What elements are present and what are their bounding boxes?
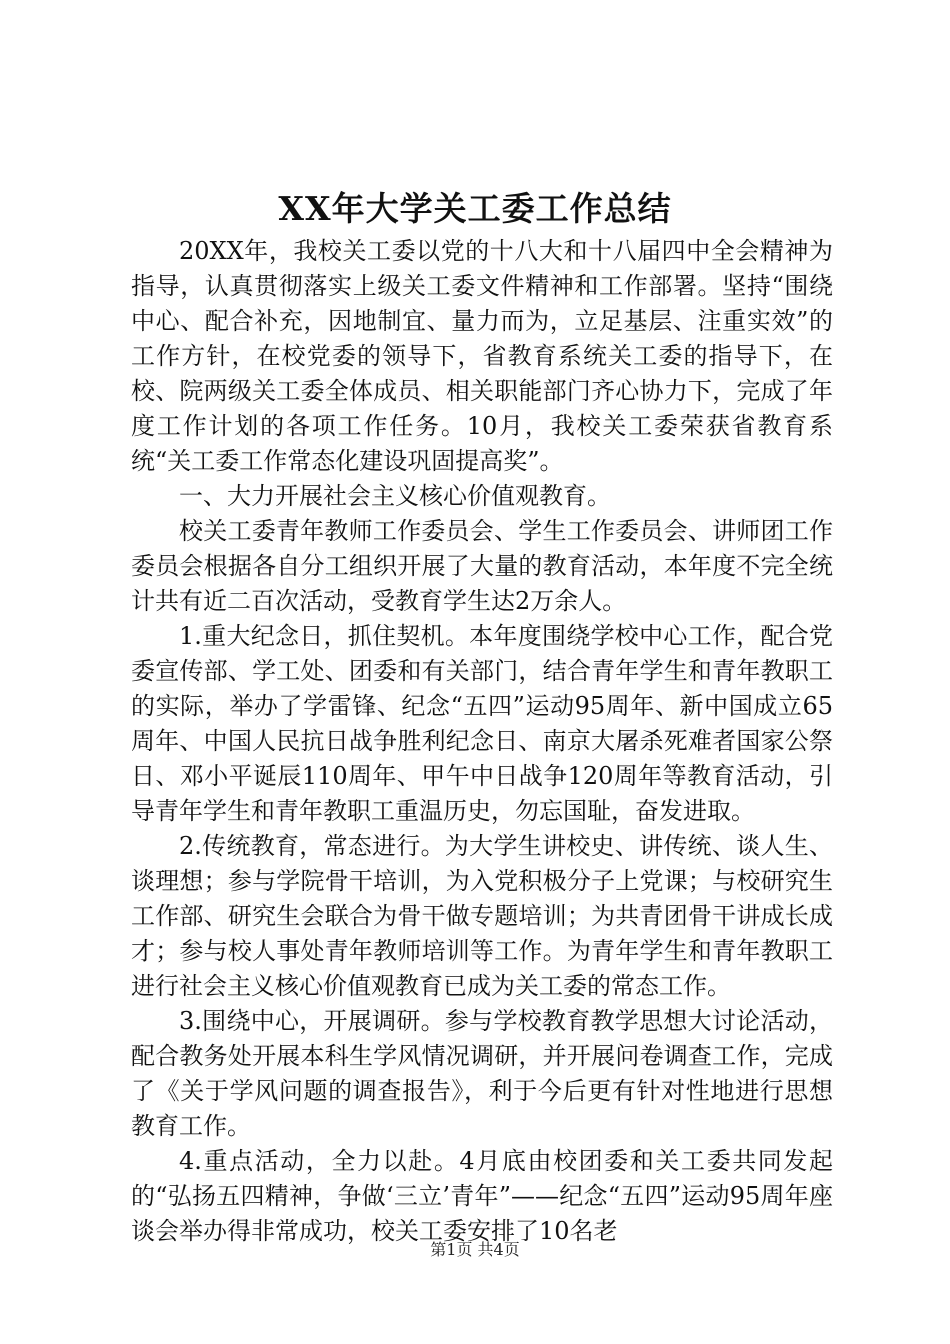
section-heading-1: 一、大力开展社会主义核心价值观教育。: [179, 482, 611, 510]
paragraph-item-3: 3.围绕中心，开展调研。参与学校教育教学思想大讨论活动，配合教务处开展本科生学风情况调研，并开展问卷调查工作，完成了《关于学风问题的调查报告》，利于今后更有针对性地进行思想教育工作。: [131, 1007, 833, 1140]
paragraph-overview: 校关工委青年教师工作委员会、学生工作委员会、讲师团工作委员会根据各自分工组织开展了大量的教育活动，本年度不完全统计共有近二百次活动，受教育学生达2万余人。: [131, 517, 833, 615]
page-footer: 第1页 共4页: [430, 1240, 520, 1259]
paragraph-intro: 20XX年，我校关工委以党的十八大和十八届四中全会精神为指导，认真贯彻落实上级关工委文件精神和工作部署。坚持“围绕中心、配合补充，因地制宜、量力而为，立足基层、注重实效”的工作方针，在校党委的领导下，省教育系统关工委的指导下，在校、院两级关工委全体成员、相关职能部门齐心协力下，完成了年度工作计划的各项工作任务。10月，我校关工委荣获省教育系统“关工委工作常态化建设巩固提高奖”。: [131, 237, 833, 475]
document-title: XX年大学关工委工作总结: [278, 189, 672, 228]
paragraph-item-4: 4.重点活动，全力以赴。4月底由校团委和关工委共同发起的“弘扬五四精神，争做‘三立’青年”——纪念“五四”运动95周年座谈会举办得非常成功，校关工委安排了10名老: [131, 1147, 833, 1245]
paragraph-item-1: 1.重大纪念日，抓住契机。本年度围绕学校中心工作，配合党委宣传部、学工处、团委和有关部门，结合青年学生和青年教职工的实际，举办了学雷锋、纪念“五四”运动95周年、新中国成立65周年、中国人民抗日战争胜利纪念日、南京大屠杀死难者国家公祭日、邓小平诞辰110周年、甲午中日战争120周年等教育活动，引导青年学生和青年教职工重温历史，勿忘国耻，奋发进取。: [131, 622, 833, 825]
paragraph-item-2: 2.传统教育，常态进行。为大学生讲校史、讲传统、谈人生、谈理想；参与学院骨干培训，为入党积极分子上党课；与校研究生工作部、研究生会联合为骨干做专题培训；为共青团骨干讲成长成才；参与校人事处青年教师培训等工作。为青年学生和青年教职工进行社会主义核心价值观教育已成为关工委的常态工作。: [131, 832, 833, 1000]
document-body: [131, 234, 833, 1249]
